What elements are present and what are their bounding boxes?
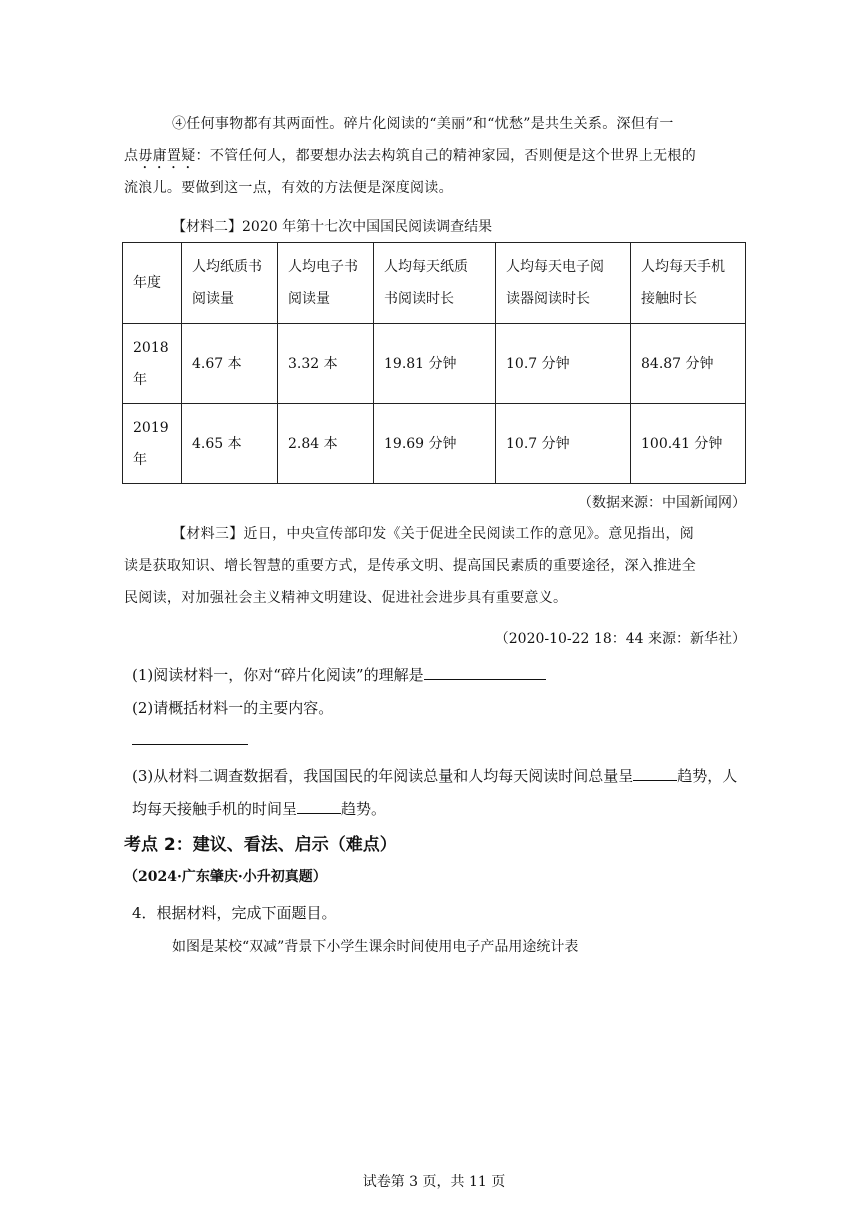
answer-blank-3a[interactable] [633,766,677,781]
year-text: 2018 [133,339,169,356]
header-phone-time [631,243,746,324]
header-ebooks [278,243,374,324]
material-3-source: （2020-10-22 18：44 来源：新华社） [494,631,746,647]
header-text: 人均电子书 [288,259,358,275]
table-source-note: （数据来源：中国新闻网） [578,495,746,511]
year-text: 2019 [133,419,169,436]
answer-blank-2[interactable] [132,730,248,745]
question-3-text: 趋势，人 [677,767,738,785]
question-3-line-2 [132,798,386,819]
header-paper-books [182,243,278,324]
table-cell: 100.41 分钟 [631,404,746,484]
year-text: 年 [133,371,147,388]
exam-source: （2024·广东肇庆·小升初真题） [124,869,327,885]
question-4: 4．根据材料，完成下面题目。 [132,904,337,922]
header-text: 阅读量 [192,291,234,307]
header-text: 读器阅读时长 [506,291,590,307]
table-cell: 19.81 分钟 [374,324,496,404]
page-footer: 试卷第 3 页，共 11 页 [362,1174,506,1190]
question-3-line-1 [132,765,737,786]
material-3 [124,518,746,614]
table-cell: 19.69 分钟 [374,404,496,484]
question-1-text: (1)阅读材料一，你对“碎片化阅读”的理解是 [132,666,424,684]
answer-blank-1[interactable] [424,665,546,680]
reading-survey-table [122,242,746,484]
header-text: 阅读量 [288,291,330,307]
paragraph-4-line-1: ④任何事物都有其两面性。碎片化阅读的“美丽”和“忧愁”是共生关系。深但有一 [172,116,674,132]
table-cell: 2.84 本 [278,404,374,484]
year-text: 年 [133,451,147,468]
year-cell [123,404,182,484]
line-2-prefix: 点 [124,148,139,164]
question-4-intro: 如图是某校“双减”背景下小学生课余时间使用电子产品用途统计表 [172,939,579,955]
answer-line-2[interactable] [132,730,248,749]
header-text: 接触时长 [641,291,697,307]
question-1 [132,664,546,685]
header-text: 人均每天手机 [641,259,725,275]
section-heading: 考点 2：建议、看法、启示（难点） [124,835,397,855]
table-cell: 3.32 本 [278,324,374,404]
header-text: 年度 [133,275,161,291]
header-year [123,243,182,324]
header-text: 人均每天纸质 [384,259,468,275]
paragraph-4 [124,108,746,204]
question-2: (2)请概括材料一的主要内容。 [132,699,334,717]
line-2-rest: ：不管任何人，都要想办法去构筑自己的精神家园，否则便是这个世界上无根的 [195,148,697,164]
table-header-row [123,243,746,324]
table-cell: 10.7 分钟 [496,324,631,404]
question-3-text: (3)从材料二调查数据看，我国国民的年阅读总量和人均每天阅读时间总量呈 [132,767,634,785]
material-3-line-3: 民阅读，对加强社会主义精神文明建设、促进社会进步具有重要意义。 [124,590,568,606]
paragraph-4-line-2 [124,140,746,172]
question-3-text: 均每天接触手机的时间呈 [132,800,298,818]
header-paper-reading-time [374,243,496,324]
table-cell: 4.67 本 [182,324,278,404]
header-text: 书阅读时长 [384,291,454,307]
header-text: 人均纸质书 [192,259,262,275]
question-3-text: 趋势。 [341,800,387,818]
table-cell: 84.87 分钟 [631,324,746,404]
table-cell: 4.65 本 [182,404,278,484]
table-row [123,404,746,484]
table-cell: 10.7 分钟 [496,404,631,484]
table-row [123,324,746,404]
header-ereader-time [496,243,631,324]
header-text: 人均每天电子阅 [506,259,604,275]
material-3-line-2: 读是获取知识、增长智慧的重要方式，是传承文明、提高国民素质的重要途径，深入推进全 [124,558,696,574]
dotted-phrase: 毋庸置疑 [138,148,196,164]
year-cell [123,324,182,404]
answer-blank-3b[interactable] [297,799,341,814]
material-2-title: 【材料二】2020 年第十七次中国国民阅读调查结果 [172,219,493,235]
material-3-line-1: 【材料三】近日，中央宣传部印发《关于促进全民阅读工作的意见》。意见指出，阅 [172,526,695,542]
paragraph-4-line-3: 流浪儿。要做到这一点，有效的方法便是深度阅读。 [124,180,453,196]
